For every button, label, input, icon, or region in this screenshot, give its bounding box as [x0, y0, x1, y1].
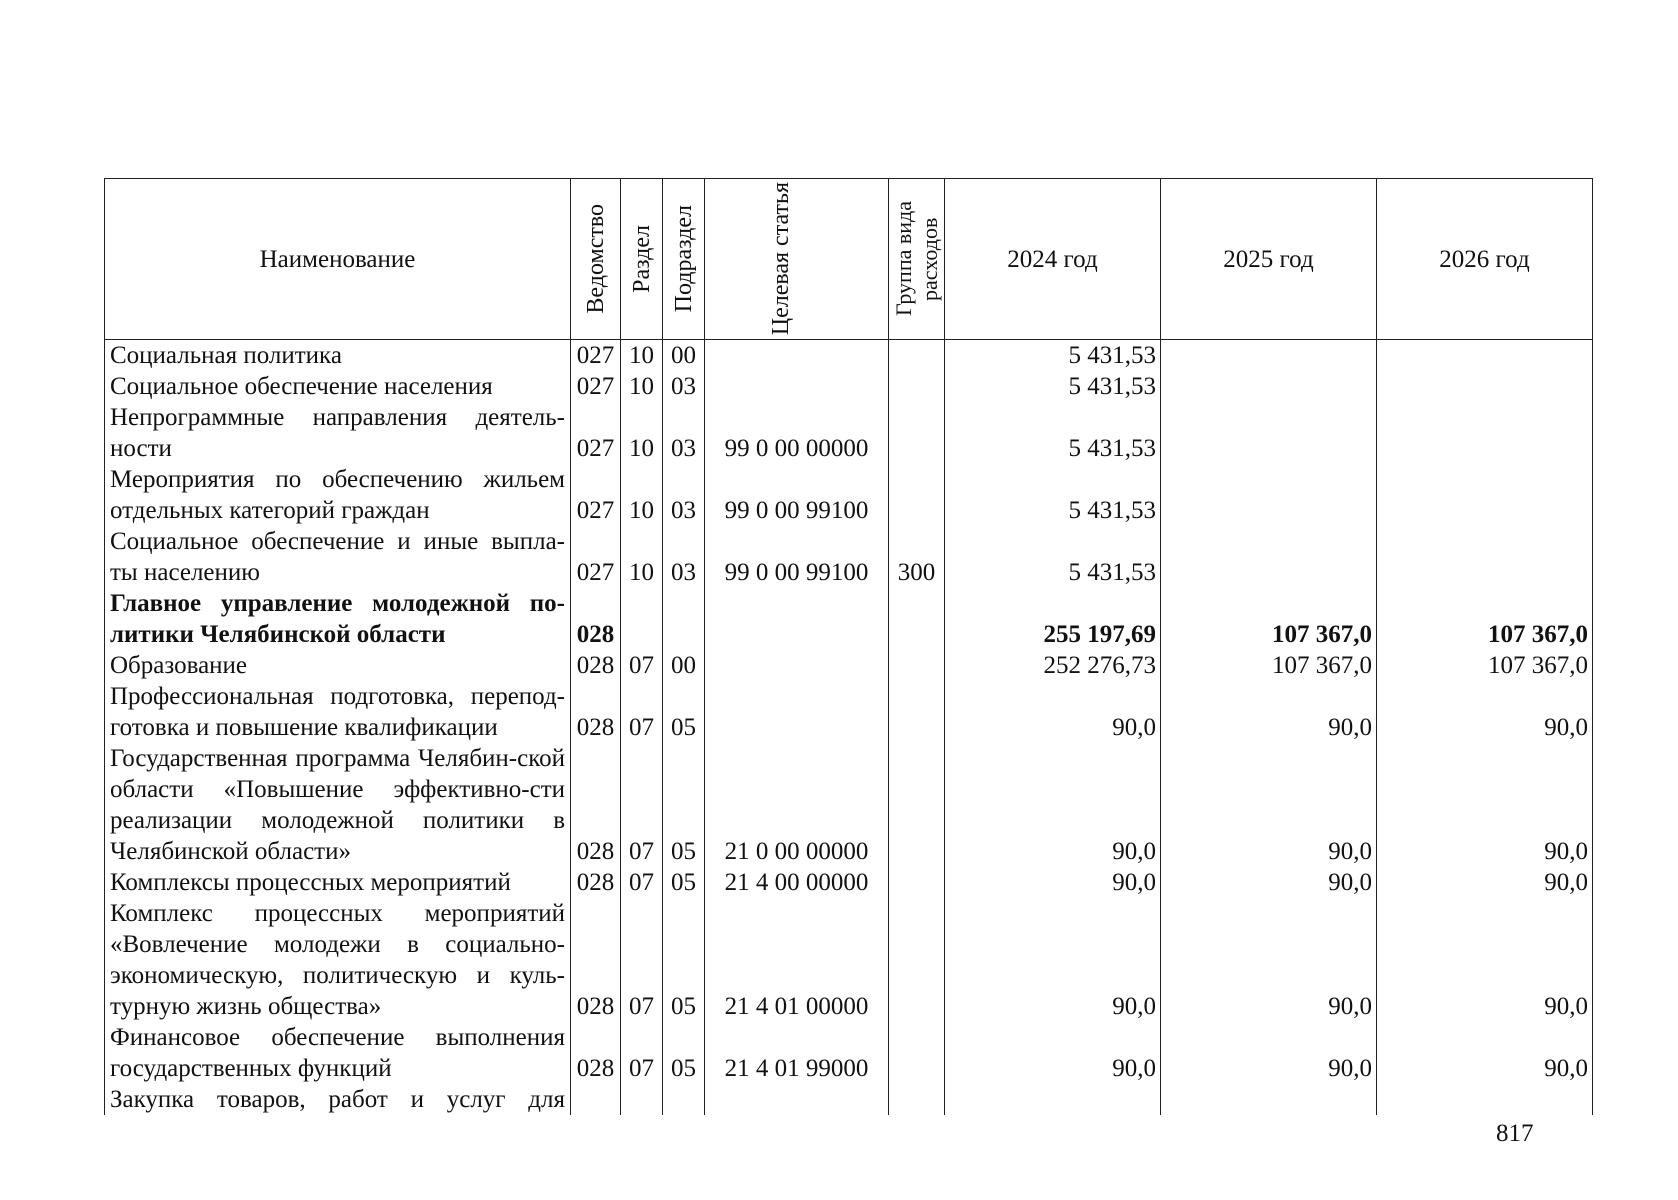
row-dept: 028 [571, 1022, 621, 1084]
row-2026: 90,0 [1377, 867, 1593, 898]
row-group [889, 1084, 945, 1115]
row-2024: 5 431,53 [945, 340, 1161, 372]
row-dept: 027 [571, 526, 621, 588]
row-name: Мероприятия по обеспечению жильем отдельных категорий граждан [105, 464, 571, 526]
row-target: 99 0 00 99100 [705, 464, 889, 526]
row-group [889, 371, 945, 402]
table-row [105, 371, 1593, 402]
row-2026 [1377, 402, 1593, 464]
row-section: 07 [621, 650, 663, 681]
row-2024: 255 197,69 [945, 588, 1161, 650]
row-2025: 90,0 [1161, 898, 1377, 1022]
table-row [105, 1022, 1593, 1084]
row-target: 21 4 00 00000 [705, 867, 889, 898]
row-name: Главное управление молодежной по-литики Челябинской области [105, 588, 571, 650]
table-row [105, 650, 1593, 681]
row-target: 21 4 01 99000 [705, 1022, 889, 1084]
header-dept [571, 179, 621, 340]
row-2026: 107 367,0 [1377, 650, 1593, 681]
row-2024: 5 431,53 [945, 402, 1161, 464]
row-name: Социальная политика [105, 340, 571, 372]
table-row [105, 898, 1593, 1022]
table-header-row [105, 179, 1593, 340]
header-target-label: Целевая статья [767, 182, 794, 336]
row-2026 [1377, 371, 1593, 402]
row-name: Закупка товаров, работ и услуг для [105, 1084, 571, 1115]
row-2025: 107 367,0 [1161, 650, 1377, 681]
row-name: Социальное обеспечение и иные выпла-ты населению [105, 526, 571, 588]
row-dept: 028 [571, 867, 621, 898]
row-2024 [945, 1084, 1161, 1115]
row-group [889, 650, 945, 681]
row-target [705, 371, 889, 402]
row-2024: 90,0 [945, 1022, 1161, 1084]
row-group [889, 588, 945, 650]
row-2024: 5 431,53 [945, 464, 1161, 526]
row-group: 300 [889, 526, 945, 588]
table-row [105, 340, 1593, 372]
header-dept-label: Ведомство [582, 204, 609, 314]
row-target [705, 340, 889, 372]
row-name: Финансовое обеспечение выполнения государственных функций [105, 1022, 571, 1084]
row-dept: 027 [571, 464, 621, 526]
row-2024: 5 431,53 [945, 371, 1161, 402]
row-subsection: 03 [663, 464, 705, 526]
row-group [889, 1022, 945, 1084]
row-subsection [663, 1084, 705, 1115]
header-2026: 2026 год [1377, 179, 1593, 340]
budget-table [104, 178, 1593, 1115]
row-2026 [1377, 340, 1593, 372]
row-2024: 90,0 [945, 743, 1161, 867]
row-2026: 90,0 [1377, 743, 1593, 867]
row-2024: 252 276,73 [945, 650, 1161, 681]
row-2024: 90,0 [945, 867, 1161, 898]
row-target [705, 650, 889, 681]
row-name: Профессиональная подготовка, перепод-готовка и повышение квалификации [105, 681, 571, 743]
table-row [105, 743, 1593, 867]
row-name: Комплексы процессных мероприятий [105, 867, 571, 898]
header-section-label: Раздел [628, 225, 655, 293]
row-dept: 028 [571, 650, 621, 681]
header-2024: 2024 год [945, 179, 1161, 340]
row-group [889, 402, 945, 464]
row-2025 [1161, 1084, 1377, 1115]
row-group [889, 743, 945, 867]
row-section: 10 [621, 464, 663, 526]
row-subsection: 00 [663, 340, 705, 372]
row-2025: 90,0 [1161, 743, 1377, 867]
row-name: Непрограммные направления деятель-ности [105, 402, 571, 464]
row-target: 99 0 00 99100 [705, 526, 889, 588]
header-expense-group [889, 179, 945, 340]
row-dept: 027 [571, 340, 621, 372]
row-2026 [1377, 1084, 1593, 1115]
row-dept: 028 [571, 898, 621, 1022]
page-number: 817 [1496, 1120, 1534, 1147]
row-name: Социальное обеспечение населения [105, 371, 571, 402]
row-2025 [1161, 340, 1377, 372]
row-group [889, 898, 945, 1022]
row-2025 [1161, 464, 1377, 526]
header-subsection [663, 179, 705, 340]
row-2024: 5 431,53 [945, 526, 1161, 588]
row-target: 21 0 00 00000 [705, 743, 889, 867]
row-section: 07 [621, 867, 663, 898]
header-section [621, 179, 663, 340]
row-subsection: 00 [663, 650, 705, 681]
row-dept: 028 [571, 588, 621, 650]
row-target: 99 0 00 00000 [705, 402, 889, 464]
table-row [105, 1084, 1593, 1115]
row-2025 [1161, 526, 1377, 588]
header-subsection-label: Подраздел [670, 205, 697, 313]
table-row [105, 867, 1593, 898]
header-target [705, 179, 889, 340]
row-2026 [1377, 464, 1593, 526]
row-subsection: 05 [663, 867, 705, 898]
table-row [105, 588, 1593, 650]
row-name: Государственная программа Челябин-ской области «Повышение эффективно-сти реализации молодежной политики в Челябинской области» [105, 743, 571, 867]
row-2026 [1377, 526, 1593, 588]
row-subsection: 05 [663, 681, 705, 743]
row-dept: 028 [571, 743, 621, 867]
row-section [621, 588, 663, 650]
row-target: 21 4 01 00000 [705, 898, 889, 1022]
row-target [705, 681, 889, 743]
row-section: 10 [621, 371, 663, 402]
row-2026: 90,0 [1377, 898, 1593, 1022]
row-section: 07 [621, 743, 663, 867]
row-2025: 107 367,0 [1161, 588, 1377, 650]
row-target [705, 1084, 889, 1115]
header-2025: 2025 год [1161, 179, 1377, 340]
table-row [105, 464, 1593, 526]
row-dept: 027 [571, 371, 621, 402]
row-2026: 90,0 [1377, 681, 1593, 743]
row-group [889, 464, 945, 526]
row-dept: 028 [571, 681, 621, 743]
table-row [105, 402, 1593, 464]
row-group [889, 340, 945, 372]
row-dept [571, 1084, 621, 1115]
row-subsection [663, 588, 705, 650]
row-2025: 90,0 [1161, 867, 1377, 898]
row-subsection: 03 [663, 371, 705, 402]
row-subsection: 03 [663, 402, 705, 464]
row-2025: 90,0 [1161, 681, 1377, 743]
row-section: 10 [621, 526, 663, 588]
row-2024: 90,0 [945, 898, 1161, 1022]
row-section: 07 [621, 681, 663, 743]
row-section: 07 [621, 898, 663, 1022]
row-target [705, 588, 889, 650]
header-expense-group-label: Группа вида расходов [890, 201, 942, 317]
row-2026: 90,0 [1377, 1022, 1593, 1084]
row-group [889, 867, 945, 898]
row-subsection: 03 [663, 526, 705, 588]
header-name: Наименование [105, 179, 571, 340]
row-section: 10 [621, 402, 663, 464]
row-2025: 90,0 [1161, 1022, 1377, 1084]
row-2026: 107 367,0 [1377, 588, 1593, 650]
row-name: Комплекс процессных мероприятий «Вовлечение молодежи в социально-экономическую, политическую и куль-турную жизнь общества» [105, 898, 571, 1022]
row-subsection: 05 [663, 898, 705, 1022]
row-2025 [1161, 371, 1377, 402]
row-section: 10 [621, 340, 663, 372]
table-row [105, 681, 1593, 743]
row-2024: 90,0 [945, 681, 1161, 743]
row-2025 [1161, 402, 1377, 464]
row-section [621, 1084, 663, 1115]
row-name: Образование [105, 650, 571, 681]
row-dept: 027 [571, 402, 621, 464]
row-section: 07 [621, 1022, 663, 1084]
row-subsection: 05 [663, 743, 705, 867]
row-subsection: 05 [663, 1022, 705, 1084]
row-group [889, 681, 945, 743]
table-row [105, 526, 1593, 588]
